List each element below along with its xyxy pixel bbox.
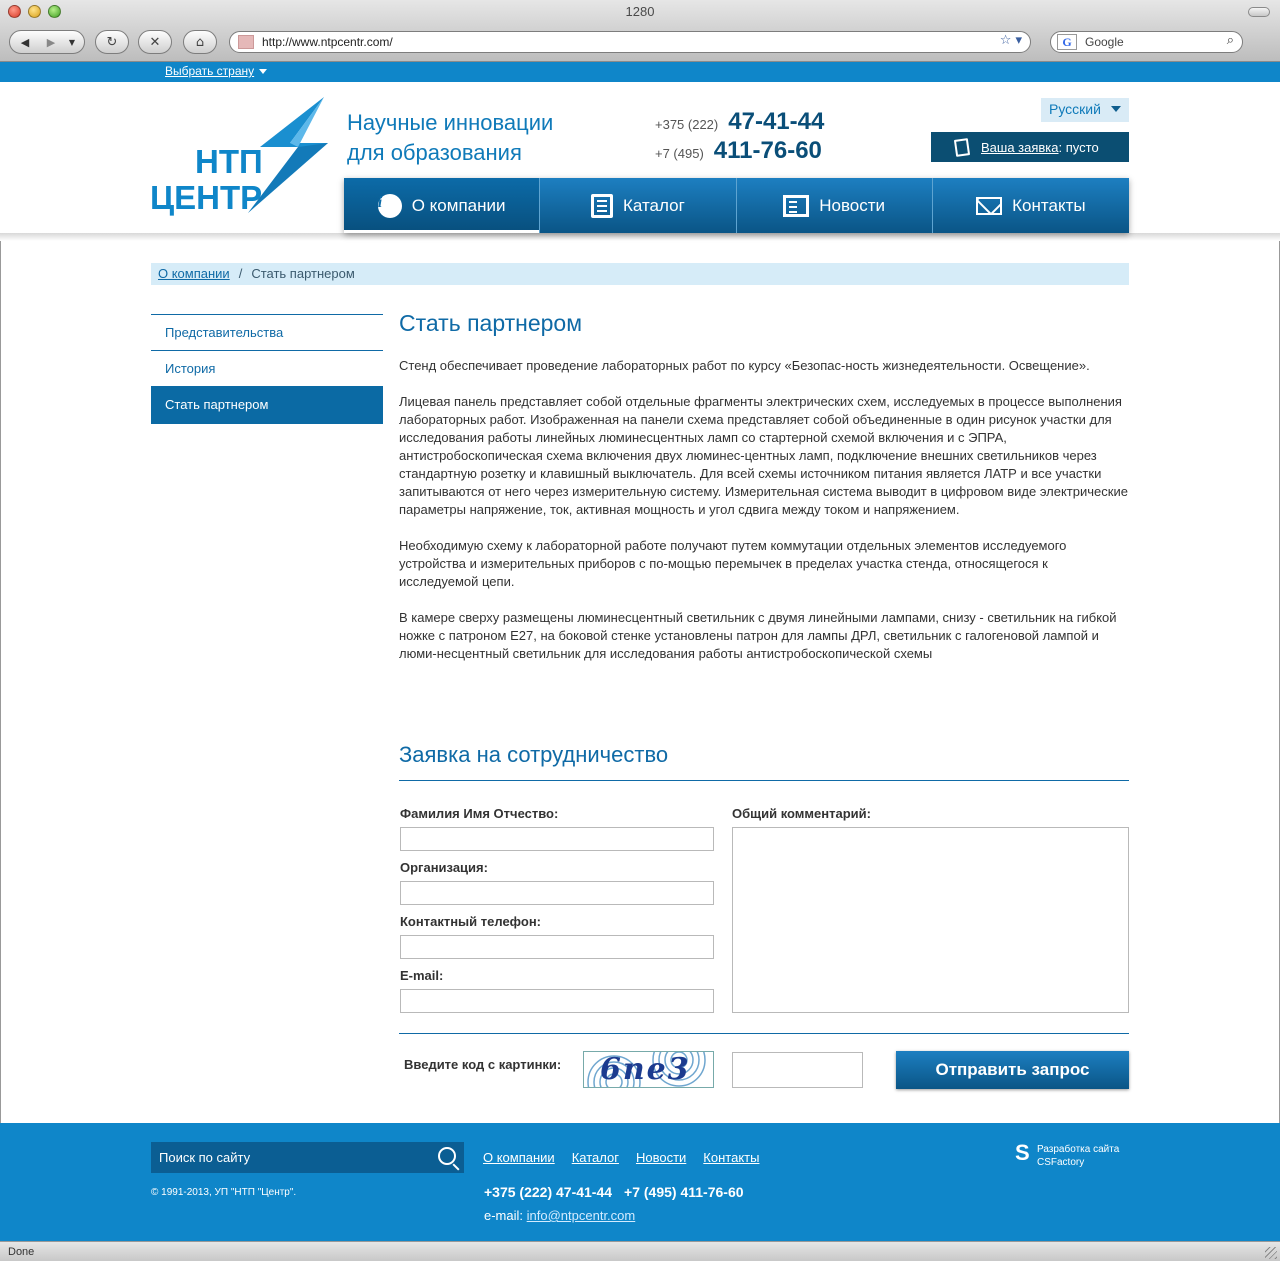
catalog-icon — [591, 194, 613, 218]
page-title: Стать партнером — [399, 310, 583, 336]
sidebar-item-history[interactable]: История — [151, 350, 383, 386]
home-icon[interactable]: ⌂ — [183, 30, 217, 54]
menu-item-label: О компании — [411, 195, 506, 215]
minimize-window-button[interactable] — [28, 5, 41, 18]
developer-credit[interactable] — [1015, 1140, 1120, 1169]
order-status: : пусто — [1058, 139, 1099, 155]
content-paragraph: Стенд обеспечивает проведение лабораторных работ по курсу «Безопас-ность жизнедеятельности. Освещение». — [399, 358, 1090, 373]
email-label: E-mail: — [400, 968, 444, 983]
close-window-button[interactable] — [8, 5, 21, 18]
logo[interactable] — [150, 95, 330, 215]
content-paragraph: Лицевая панель представляет собой отдельные фрагменты электрических схем, исследуемых в процессе выполнения лабораторных работ. Изображенная на панели схема представляет собой объединенные в один рисунок участки для исследования работы линейных люминесцентных ламп со стартерной схемой включения и с ЭПРА, антистробоскопическая схема включения двух люминес-центных ламп, подключение внешних светильников через стандартную розетку и клавишный выключатель. Для всей схемы источником питания является ЛАТР и все участки запитываются от него через измерительную систему. Измерительная система выводит в цифровом виде электрические параметры напряжение, ток, активная мощность и угол сдвига между током и напряжением. — [399, 394, 1128, 517]
logo-line2: ЦЕНТР — [150, 179, 263, 216]
fio-input[interactable] — [400, 827, 714, 851]
email-input[interactable] — [400, 989, 714, 1013]
google-icon[interactable]: G — [1057, 34, 1077, 50]
organization-label: Организация: — [400, 860, 488, 875]
chevron-down-icon — [259, 69, 267, 74]
csfactory-logo-icon: S — [1015, 1140, 1030, 1165]
submit-button[interactable]: Отправить запрос — [896, 1051, 1129, 1089]
footer-phones — [484, 1184, 756, 1200]
menu-item-label: Новости — [819, 195, 886, 215]
copyright: © 1991-2013, УП "НТП "Центр". — [151, 1187, 297, 1198]
dev-line1: Разработка сайта — [1037, 1144, 1120, 1155]
breadcrumb-separator: / — [238, 266, 243, 281]
info-icon: i — [378, 194, 402, 218]
fio-label: Фамилия Имя Отчество: — [400, 806, 559, 821]
document-icon — [954, 138, 970, 157]
breadcrumb-parent-link[interactable]: О компании — [158, 266, 230, 281]
comment-textarea[interactable] — [732, 827, 1129, 1013]
dev-line2: CSFactory — [1037, 1157, 1085, 1168]
breadcrumb — [151, 263, 1129, 285]
menu-item-label: Каталог — [622, 195, 685, 215]
chevron-down-icon — [1111, 106, 1121, 112]
menu-item-catalog[interactable] — [540, 178, 736, 233]
nav-buttons — [9, 30, 85, 54]
country-selector[interactable] — [165, 64, 267, 78]
mail-icon — [976, 197, 1002, 215]
tagline — [347, 108, 553, 168]
phone-label: Контактный телефон: — [400, 914, 541, 929]
form-divider-bottom — [399, 1033, 1129, 1034]
email-link[interactable]: info@ntpcentr.com — [526, 1208, 636, 1223]
order-widget[interactable] — [931, 132, 1129, 162]
phone-belarus — [655, 108, 824, 136]
country-bar — [0, 62, 1280, 82]
logo-line1: НТП — [195, 143, 263, 180]
email-prefix: e-mail: — [484, 1208, 524, 1223]
order-link[interactable]: Ваша заявка — [981, 139, 1059, 155]
window-title: 1280 — [625, 4, 655, 19]
footer-phone: +375 (222) 47-41-44 — [484, 1184, 613, 1200]
main-menu — [344, 178, 1129, 233]
menu-item-contacts[interactable] — [933, 178, 1129, 233]
status-bar — [0, 1241, 1280, 1261]
form-title: Заявка на сотрудничество — [399, 742, 669, 767]
phone-code: +375 (222) — [655, 117, 719, 132]
history-dropdown-icon[interactable]: ▼ — [68, 37, 76, 47]
header-shadow — [0, 233, 1280, 241]
organization-input[interactable] — [400, 881, 714, 905]
phone-code: +7 (495) — [655, 146, 704, 161]
sidebar-item-partner[interactable]: Стать партнером — [151, 386, 383, 424]
search-icon[interactable] — [438, 1147, 456, 1165]
main-content — [399, 310, 1129, 681]
content-paragraph: В камере сверху размещены люминесцентный светильник с двумя линейными лампами, снизу - светильник на гибкой ножке с патроном Е27, на боковой стенке установлены патрон для лампы ДРЛ, светильник с галогеновой лампой и люми-несцентный светильник для исследования работы антистробоскопической схемы — [399, 610, 1117, 661]
browser-search-placeholder: Google — [1085, 35, 1124, 49]
stop-icon[interactable]: ✕ — [138, 30, 172, 54]
zoom-window-button[interactable] — [48, 5, 61, 18]
sidebar — [151, 314, 383, 424]
language-selector[interactable] — [1041, 98, 1129, 122]
captcha-text: 6ne3 — [600, 1052, 691, 1087]
menu-item-label: Контакты — [1012, 195, 1086, 215]
language-label: Русский — [1049, 101, 1101, 117]
toolbar-toggle-button[interactable] — [1248, 7, 1270, 17]
phone-input[interactable] — [400, 935, 714, 959]
footer-link-news[interactable]: Новости — [635, 1150, 687, 1165]
address-bar[interactable] — [229, 31, 1031, 53]
back-icon[interactable]: ◀ — [20, 35, 30, 49]
reload-icon[interactable]: ↻ — [95, 30, 129, 54]
form-divider — [399, 780, 1129, 781]
menu-item-company[interactable] — [344, 178, 540, 233]
phone-number: 47-41-44 — [728, 108, 825, 135]
forward-icon[interactable]: ▶ — [46, 35, 56, 49]
captcha-image — [583, 1051, 714, 1088]
phone-number: 411-76-60 — [713, 137, 822, 164]
browser-search-field[interactable] — [1050, 31, 1243, 53]
resize-grip-icon[interactable] — [1265, 1247, 1277, 1259]
breadcrumb-current: Стать партнером — [251, 266, 355, 281]
captcha-input[interactable] — [732, 1052, 863, 1088]
content-paragraph: Необходимую схему к лабораторной работе получают путем коммутации отдельных элементов исследуемого устройства и измерительных приборов с по-мощью перемычек в пределах участка стенда, относящегося к исследуемой цепи. — [399, 538, 1067, 589]
status-text: Done — [8, 1246, 35, 1258]
footer-link-company[interactable]: О компании — [483, 1150, 555, 1165]
favicon-icon — [238, 35, 254, 49]
search-icon[interactable]: ⌕ — [1226, 33, 1234, 48]
comment-label: Общий комментарий: — [732, 806, 871, 821]
footer-link-catalog[interactable]: Каталог — [571, 1150, 619, 1165]
tagline-line2: для образования — [347, 140, 522, 165]
phone-russia — [655, 137, 822, 165]
bookmark-star-icon[interactable]: ☆ ▾ — [999, 33, 1022, 48]
captcha-label: Введите код с картинки: — [404, 1057, 562, 1072]
sidebar-item-representatives[interactable]: Представительства — [151, 314, 383, 350]
footer-links — [483, 1150, 776, 1165]
footer-search-placeholder: Поиск по сайту — [159, 1150, 251, 1165]
footer-email — [484, 1208, 635, 1223]
browser-toolbar — [0, 0, 1280, 62]
tagline-line1: Научные инновации — [347, 110, 554, 135]
footer-link-contacts[interactable]: Контакты — [703, 1150, 760, 1165]
country-label: Выбрать страну — [165, 64, 255, 78]
site-footer — [0, 1123, 1280, 1241]
news-icon — [783, 195, 809, 217]
menu-item-news[interactable] — [737, 178, 933, 233]
footer-phone: +7 (495) 411-76-60 — [624, 1184, 744, 1200]
address-url[interactable]: http://www.ntpcentr.com/ — [262, 35, 393, 49]
footer-search-input[interactable] — [151, 1142, 464, 1173]
